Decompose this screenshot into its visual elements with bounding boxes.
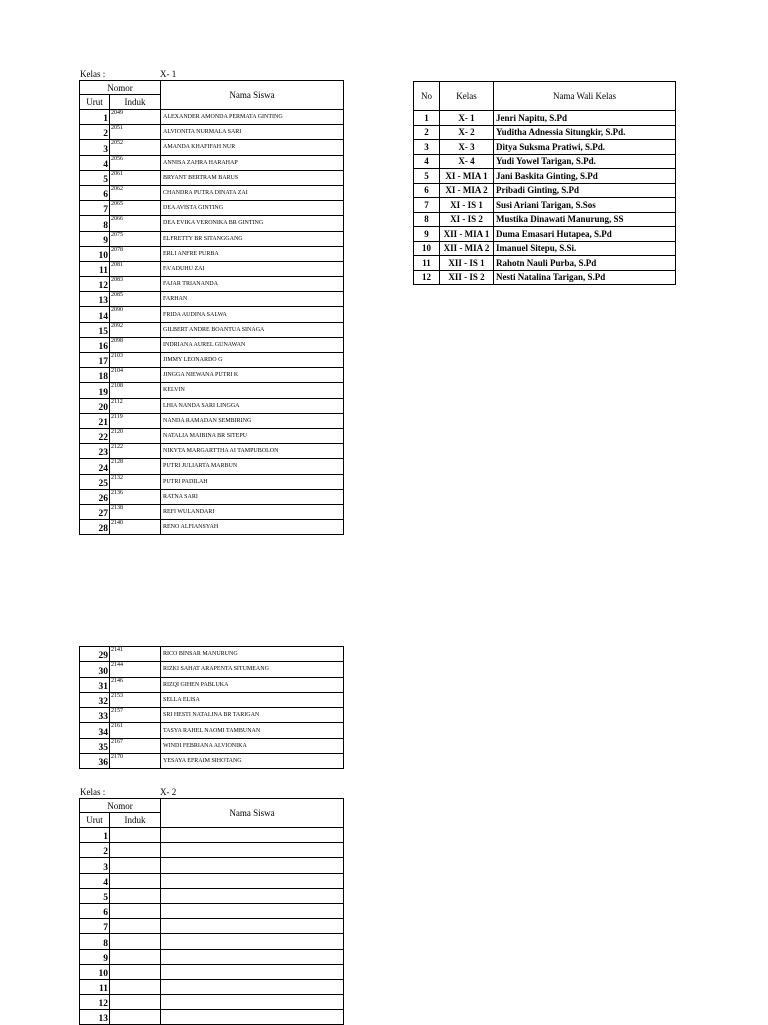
row-number: 12 (80, 995, 110, 1010)
row-number: 5 (80, 888, 110, 903)
wali-kelas-name: Susi Ariani Tarigan, S.Sos (494, 198, 676, 213)
header-induk: Induk (110, 95, 161, 110)
student-name: WINDI FEBRIANA ALVIONIKA (161, 738, 344, 753)
table-row (414, 125, 676, 140)
student-name (161, 873, 344, 888)
row-number: 8 (80, 216, 110, 231)
table-row (80, 489, 344, 504)
induk-number: 2170 (110, 754, 161, 769)
table-row (414, 111, 676, 126)
table-row (80, 170, 344, 185)
induk-number: 2078 (110, 246, 161, 261)
student-name: FAJAR TRIANANDA (161, 277, 344, 292)
induk-number (110, 995, 161, 1010)
student-name: ERLI ANFRE PURBA (161, 246, 344, 261)
table-row (80, 110, 344, 125)
induk-number: 2167 (110, 738, 161, 753)
table-row (80, 662, 344, 677)
table-row (414, 212, 676, 227)
kelas-name: XI - MIA 2 (440, 183, 494, 198)
header-nama-wali-kelas: Nama Wali Kelas (494, 82, 676, 111)
table-row (80, 692, 344, 707)
kelas-name: XII - IS 2 (440, 270, 494, 285)
row-number: 14 (80, 307, 110, 322)
row-number: 11 (80, 979, 110, 994)
induk-number: 2119 (110, 413, 161, 428)
student-name (161, 1010, 344, 1025)
table-row (80, 828, 344, 843)
row-number: 36 (80, 754, 110, 769)
student-name: DEA EVIKA VERONIKA BR GINTING (161, 216, 344, 231)
header-nomor: Nomor (80, 799, 161, 813)
table-row (414, 169, 676, 184)
student-name: NATALIA MAIBINA BR SITEPU (161, 428, 344, 443)
kelas-name: XI - MIA 1 (440, 169, 494, 184)
wali-kelas-table (413, 81, 676, 285)
table-row (80, 216, 344, 231)
row-number: 13 (80, 1010, 110, 1025)
induk-number: 2051 (110, 125, 161, 140)
kelas-name: X- 4 (440, 154, 494, 169)
row-number: 10 (80, 246, 110, 261)
table-row (80, 964, 344, 979)
student-name: JIMMY LEONARDO G (161, 353, 344, 368)
row-number: 12 (414, 270, 440, 285)
table-row (80, 873, 344, 888)
student-name: PUTRI PADILAH (161, 474, 344, 489)
row-number: 34 (80, 723, 110, 738)
induk-number (110, 888, 161, 903)
induk-number: 2153 (110, 692, 161, 707)
kelas-name: XI - IS 2 (440, 212, 494, 227)
table-row (80, 934, 344, 949)
table-row (414, 198, 676, 213)
wali-kelas-name: Pribadi Ginting, S.Pd (494, 183, 676, 198)
row-number: 13 (80, 292, 110, 307)
induk-number: 2138 (110, 504, 161, 519)
row-number: 18 (80, 368, 110, 383)
table-row (414, 154, 676, 169)
induk-number: 2065 (110, 201, 161, 216)
row-number: 2 (414, 125, 440, 140)
student-name (161, 979, 344, 994)
student-name: JINGGA NIEWANA PUTRI K (161, 368, 344, 383)
induk-number (110, 873, 161, 888)
table-row (80, 888, 344, 903)
induk-number: 2103 (110, 353, 161, 368)
row-number: 24 (80, 459, 110, 474)
table-row (80, 155, 344, 170)
row-number: 2 (80, 843, 110, 858)
induk-number: 2049 (110, 110, 161, 125)
induk-number (110, 949, 161, 964)
student-name: GILBERT ANDRE BOANTUA SINAGA (161, 322, 344, 337)
wali-kelas-name: Nesti Natalina Tarigan, S.Pd (494, 270, 676, 285)
induk-number: 2157 (110, 708, 161, 723)
student-table-x1 (79, 80, 344, 535)
row-number: 1 (80, 110, 110, 125)
row-number: 19 (80, 383, 110, 398)
induk-number: 2128 (110, 459, 161, 474)
table-row (80, 995, 344, 1010)
wali-kelas-name: Duma Emasari Hutapea, S.Pd (494, 227, 676, 242)
table-row (80, 1010, 344, 1025)
student-name: SRI HESTI NATALINA BR TARIGAN (161, 708, 344, 723)
induk-number: 2120 (110, 428, 161, 443)
table-row (80, 307, 344, 322)
induk-number: 2066 (110, 216, 161, 231)
table-row (80, 322, 344, 337)
row-number: 12 (80, 277, 110, 292)
table-row (80, 428, 344, 443)
student-name: RIZQI GIHEN PABLUKA (161, 677, 344, 692)
table-row (80, 843, 344, 858)
table-row (80, 368, 344, 383)
row-number: 20 (80, 398, 110, 413)
student-name: RICO BINSAR MANURUNG (161, 647, 344, 662)
row-number: 4 (414, 154, 440, 169)
student-name: RENO ALFIANSYAH (161, 520, 344, 535)
table-row (80, 383, 344, 398)
table-row (80, 246, 344, 261)
table-row (414, 140, 676, 155)
kelas-label-1: Kelas : (80, 69, 106, 79)
student-name: NANDA RAMADAN SEMBIRING (161, 413, 344, 428)
table-row (414, 227, 676, 242)
student-table-x1-continued (79, 646, 344, 769)
induk-number: 2092 (110, 322, 161, 337)
student-name (161, 903, 344, 918)
induk-number: 2062 (110, 185, 161, 200)
table-row (414, 270, 676, 285)
student-name (161, 858, 344, 873)
student-name: DEA AVISTA GINTING (161, 201, 344, 216)
student-name: LHIA NANDA SARI LINGGA (161, 398, 344, 413)
wali-kelas-name: Rahotn Nauli Purba, S.Pd (494, 256, 676, 271)
row-number: 16 (80, 337, 110, 352)
induk-number: 2090 (110, 307, 161, 322)
header-kelas: Kelas (440, 82, 494, 111)
row-number: 8 (414, 212, 440, 227)
table-row (80, 919, 344, 934)
kelas-name: X- 3 (440, 140, 494, 155)
induk-number: 2052 (110, 140, 161, 155)
table-row (80, 949, 344, 964)
wali-kelas-name: Jani Baskita Ginting, S.Pd (494, 169, 676, 184)
student-name: TASYA RAHEL NAOMI TAMBUNAN (161, 723, 344, 738)
student-name (161, 949, 344, 964)
row-number: 23 (80, 444, 110, 459)
header-urut: Urut (80, 813, 110, 828)
induk-number (110, 1010, 161, 1025)
induk-number: 2083 (110, 277, 161, 292)
row-number: 27 (80, 504, 110, 519)
student-name: REFI WULANDARI (161, 504, 344, 519)
wali-kelas-name: Yudi Yowel Tarigan, S.Pd. (494, 154, 676, 169)
table-row (80, 979, 344, 994)
row-number: 4 (80, 155, 110, 170)
table-row (80, 738, 344, 753)
wali-kelas-name: Ditya Suksma Pratiwi, S.Pd. (494, 140, 676, 155)
induk-number (110, 934, 161, 949)
induk-number (110, 979, 161, 994)
row-number: 31 (80, 677, 110, 692)
student-name: ALEXANDER AMONDA PERMATA GINTING (161, 110, 344, 125)
induk-number (110, 828, 161, 843)
kelas-name: XII - IS 1 (440, 256, 494, 271)
wali-kelas-name: Imanuel Sitepu, S.Si. (494, 241, 676, 256)
row-number: 3 (80, 140, 110, 155)
row-number: 1 (80, 828, 110, 843)
induk-number: 2081 (110, 261, 161, 276)
student-name: CHANDRA PUTRA DINATA ZAI (161, 185, 344, 200)
induk-number: 2136 (110, 489, 161, 504)
row-number: 7 (414, 198, 440, 213)
table-row (80, 903, 344, 918)
student-name: BRYANT BERTRAM BARUS (161, 170, 344, 185)
induk-number: 2061 (110, 170, 161, 185)
row-number: 29 (80, 647, 110, 662)
table-row (80, 474, 344, 489)
row-number: 35 (80, 738, 110, 753)
table-row (80, 140, 344, 155)
student-name: FARHAN (161, 292, 344, 307)
student-table-x2 (79, 798, 344, 1025)
kelas-name: XII - MIA 2 (440, 241, 494, 256)
student-name: ELFRETTY BR SITANGGANG (161, 231, 344, 246)
student-name: ANNISA ZAHRA HARAHAP (161, 155, 344, 170)
table-row (414, 241, 676, 256)
kelas-name: X- 1 (440, 111, 494, 126)
row-number: 9 (414, 227, 440, 242)
induk-number: 2085 (110, 292, 161, 307)
wali-kelas-name: Yuditha Adnessia Situngkir, S.Pd. (494, 125, 676, 140)
row-number: 5 (80, 170, 110, 185)
table-row (80, 292, 344, 307)
row-number: 3 (414, 140, 440, 155)
kelas-label-2: Kelas : (80, 787, 106, 797)
student-name (161, 995, 344, 1010)
student-name (161, 828, 344, 843)
induk-number (110, 919, 161, 934)
table-row (414, 183, 676, 198)
row-number: 26 (80, 489, 110, 504)
table-row (80, 459, 344, 474)
row-number: 21 (80, 413, 110, 428)
table-row (80, 261, 344, 276)
student-name: YESAYA EFRAIM SIHOTANG (161, 754, 344, 769)
table-row (414, 256, 676, 271)
header-induk: Induk (110, 813, 161, 828)
row-number: 11 (80, 261, 110, 276)
student-name: RATNA SARI (161, 489, 344, 504)
induk-number: 2104 (110, 368, 161, 383)
row-number: 9 (80, 949, 110, 964)
row-number: 8 (80, 934, 110, 949)
header-urut: Urut (80, 95, 110, 110)
row-number: 11 (414, 256, 440, 271)
row-number: 33 (80, 708, 110, 723)
kelas-name: XI - IS 1 (440, 198, 494, 213)
row-number: 17 (80, 353, 110, 368)
kelas-value-1: X- 1 (160, 69, 177, 79)
induk-number (110, 843, 161, 858)
student-name: PUTRI JULIARTA MARBUN (161, 459, 344, 474)
header-nama-siswa: Nama Siswa (161, 81, 344, 110)
row-number: 10 (414, 241, 440, 256)
induk-number: 2141 (110, 647, 161, 662)
table-row (80, 201, 344, 216)
student-name: FRIDA AUDINA SALWA (161, 307, 344, 322)
row-number: 3 (80, 858, 110, 873)
row-number: 9 (80, 231, 110, 246)
induk-number: 2144 (110, 662, 161, 677)
induk-number: 2161 (110, 723, 161, 738)
wali-kelas-name: Jenri Napitu, S.Pd (494, 111, 676, 126)
table-row (80, 398, 344, 413)
induk-number: 2075 (110, 231, 161, 246)
student-name: RIZKI SAHAT ARAPENTA SITUMEANG (161, 662, 344, 677)
wali-kelas-name: Mustika Dinawati Manurung, SS (494, 212, 676, 227)
table-row (80, 353, 344, 368)
row-number: 6 (414, 183, 440, 198)
table-row (80, 858, 344, 873)
table-row (80, 413, 344, 428)
table-row (80, 185, 344, 200)
row-number: 6 (80, 903, 110, 918)
table-row (80, 444, 344, 459)
induk-number: 2122 (110, 444, 161, 459)
row-number: 22 (80, 428, 110, 443)
table-row (80, 504, 344, 519)
student-name (161, 843, 344, 858)
kelas-value-2: X- 2 (160, 787, 177, 797)
row-number: 10 (80, 964, 110, 979)
student-name: NIKYTA MARGARTTHA AI TAMPUBOLON (161, 444, 344, 459)
table-row (80, 754, 344, 769)
row-number: 5 (414, 169, 440, 184)
row-number: 6 (80, 185, 110, 200)
student-name: KELVIN (161, 383, 344, 398)
student-name: SELLA ELISA (161, 692, 344, 707)
induk-number: 2056 (110, 155, 161, 170)
induk-number: 2140 (110, 520, 161, 535)
table-row (80, 708, 344, 723)
induk-number (110, 858, 161, 873)
induk-number: 2112 (110, 398, 161, 413)
row-number: 30 (80, 662, 110, 677)
table-row (80, 723, 344, 738)
row-number: 4 (80, 873, 110, 888)
table-row (80, 231, 344, 246)
row-number: 7 (80, 201, 110, 216)
table-row (80, 520, 344, 535)
induk-number: 2098 (110, 337, 161, 352)
row-number: 1 (414, 111, 440, 126)
student-name: FA'ADUHU ZAI (161, 261, 344, 276)
row-number: 32 (80, 692, 110, 707)
table-row (80, 647, 344, 662)
header-nama-siswa: Nama Siswa (161, 799, 344, 828)
induk-number (110, 903, 161, 918)
table-row (80, 677, 344, 692)
table-row (80, 125, 344, 140)
induk-number (110, 964, 161, 979)
row-number: 28 (80, 520, 110, 535)
student-name: AMANDA KHAFIFAH NUR (161, 140, 344, 155)
student-name (161, 888, 344, 903)
student-name (161, 964, 344, 979)
induk-number: 2132 (110, 474, 161, 489)
student-name (161, 919, 344, 934)
student-name: INDRIANA AUREL GUNAWAN (161, 337, 344, 352)
kelas-name: X- 2 (440, 125, 494, 140)
table-row (80, 277, 344, 292)
kelas-name: XII - MIA 1 (440, 227, 494, 242)
header-nomor: Nomor (80, 81, 161, 95)
table-row (80, 337, 344, 352)
student-name: ALVIONITA NURMALA SARI (161, 125, 344, 140)
induk-number: 2108 (110, 383, 161, 398)
row-number: 7 (80, 919, 110, 934)
row-number: 15 (80, 322, 110, 337)
header-no: No (414, 82, 440, 111)
induk-number: 2146 (110, 677, 161, 692)
student-name (161, 934, 344, 949)
row-number: 2 (80, 125, 110, 140)
row-number: 25 (80, 474, 110, 489)
